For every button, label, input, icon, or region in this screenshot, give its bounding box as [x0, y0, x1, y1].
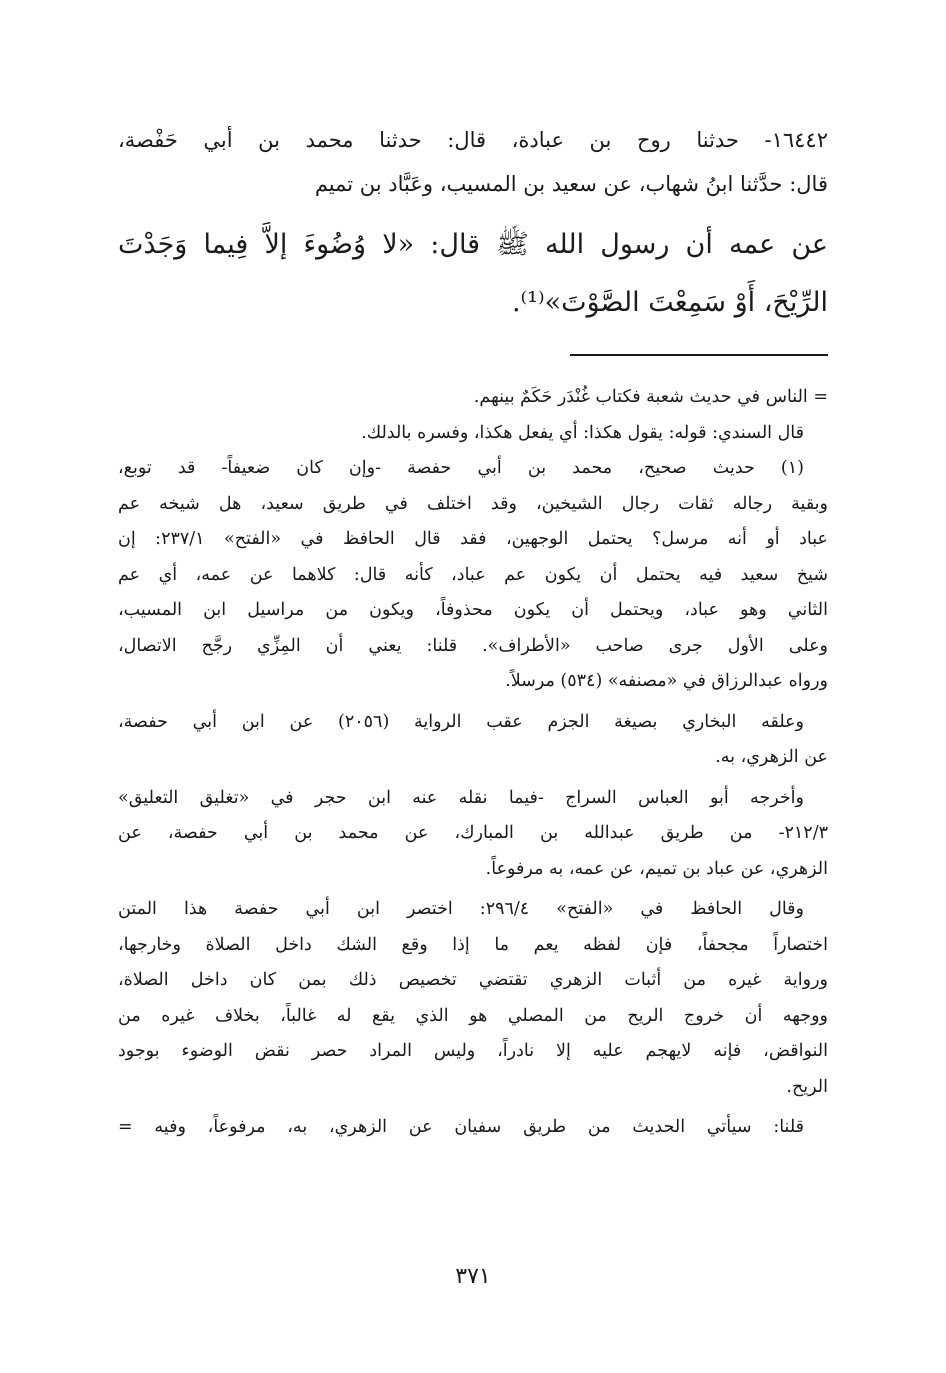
footnote-line-20: الريح.: [786, 1076, 828, 1097]
footnote-line-9: ورواه عبدالرزاق في «مصنفه» (٥٣٤) مرسلاً.: [505, 671, 828, 691]
hadith-isnad-line-1: ١٦٤٤٢- حدثنا روح بن عبادة، قال: حدثنا محمد بن أبي حَفْصة،: [118, 128, 828, 152]
footnote-separator: [570, 354, 828, 356]
footnote-line-6: شيخ سعيد فيه يحتمل أن يكون عم عباد، كأنه قال: كلاهما عن عمه، أي عم: [118, 564, 828, 585]
footnote-line-13: ٢١٢/٣- من طريق عبدالله بن المبارك، عن محمد بن أبي حفصة، عن: [118, 823, 828, 843]
hadith-block: [118, 118, 828, 332]
footnote-line-7: الثاني وهو عباد، ويحتمل أن يكون محذوفاً، ويكون من مراسيل ابن المسيب،: [118, 600, 828, 620]
footnote-line-2: قال السندي: قوله: يقول هكذا: أي يفعل هكذا، وفسره بالدلك.: [361, 422, 804, 443]
footnote-line-1: = الناس في حديث شعبة فكتاب غُنْدَر حَكَمٌ بينهم.: [473, 387, 828, 407]
footnote-line-17: ورواية غيره من أثبات الزهري تقتضي تخصيص ذلك بمن كان داخل الصلاة،: [118, 970, 828, 990]
footnote-line-14: الزهري، عن عباد بن تميم، عن عمه، به مرفوعاً.: [485, 858, 828, 879]
footnote-line-10: وعلقه البخاري بصيغة الجزم عقب الرواية (٢٠٥٦) عن ابن أبي حفصة،: [118, 711, 805, 732]
footnote-line-15: وقال الحافظ في «الفتح» ٢٩٦/٤: اختصر ابن أبي حفصة هذا المتن: [118, 899, 804, 919]
footnote-line-5: عباد أو أنه مرسل؟ يحتمل الوجهين، فقد قال الحافظ في «الفتح» ٢٣٧/١: إن: [118, 529, 828, 549]
footnote-line-12: وأخرجه أبو العباس السراج -فيما نقله عنه ابن حجر في «تغليق التعليق»: [118, 787, 804, 808]
hadith-matn-line-1: عن عمه أن رسول الله ﷺ قال: «لا وُضُوءَ إلاَّ فِيما وَجَدْتَ: [118, 229, 828, 260]
footnote-line-3: (١) حديث صحيح، محمد بن أبي حفصة -وإن كان ضعيفاً- قد توبع،: [118, 458, 804, 478]
hadith-isnad-line-2: قال: حدَّثنا ابنُ شهاب، عن سعيد بن المسيب، وعَبَّاد بن تميم: [314, 172, 828, 196]
page-number: ٣٧١: [455, 1264, 491, 1289]
footnote-line-11: عن الزهري، به.: [715, 747, 828, 767]
footnote-line-18: ووجهه أن خروج الريح من المصلي هو الذي يقع له غالباً، بخلاف غيره من: [118, 1005, 828, 1026]
footnote-line-8: وعلى الأول جرى صاحب «الأطراف». قلنا: يعني أن المِزِّي رجَّح الاتصال،: [118, 635, 828, 656]
footnotes-section: [118, 380, 828, 1146]
footnote-line-19: النواقض، فإنه لايهجم عليه إلا نادراً، وليس المراد حصر نقض الوضوء بوجود: [118, 1041, 828, 1061]
hadith-matn-line-2: الرِّيْحَ، أَوْ سَمِعْتَ الصَّوْتَ»⁽¹⁾.: [511, 287, 828, 318]
footnote-line-4: وبقية رجاله ثقات رجال الشيخين، وقد اختلف في طريق سعيد، هل شيخه عم: [118, 493, 828, 514]
footnote-line-21: قلنا: سيأتي الحديث من طريق سفيان عن الزهري، به، مرفوعاً، وفيه =: [118, 1117, 804, 1137]
footnote-line-16: اختصاراً مجحفاً، فإن لفظه يعم ما إذا وقع الشك داخل الصلاة وخارجها،: [118, 934, 828, 955]
hadith-matn: [118, 216, 828, 332]
